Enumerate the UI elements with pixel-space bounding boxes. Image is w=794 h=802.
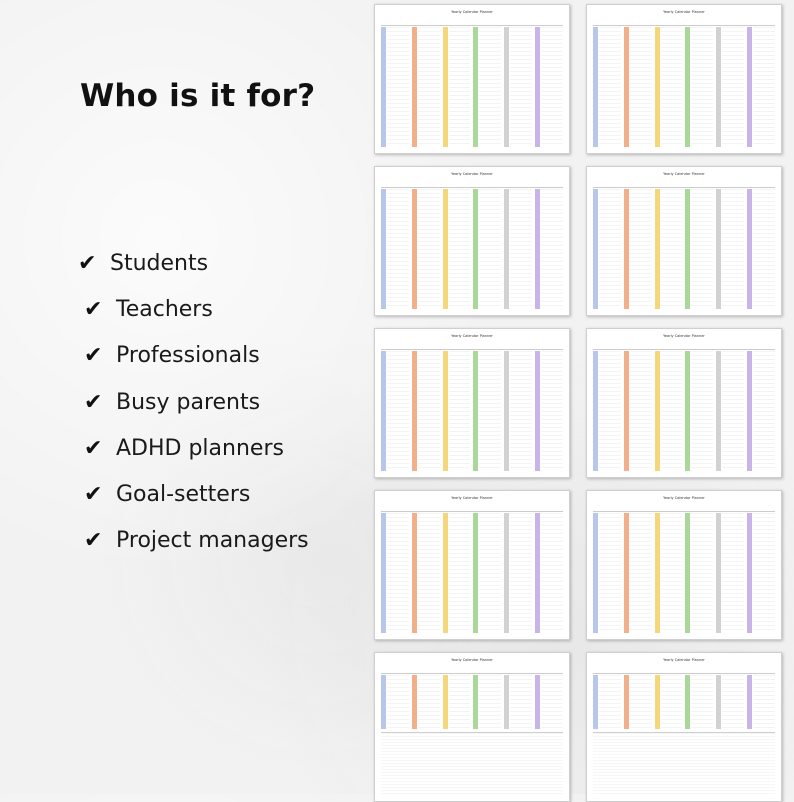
sheet-header-rule [381, 181, 563, 188]
color-band [747, 27, 752, 147]
ruled-lines [541, 675, 563, 729]
sheet-columns [381, 513, 563, 633]
sheet-header-rule [381, 19, 563, 26]
color-band [624, 513, 629, 633]
list-item [78, 379, 309, 425]
ruled-lines [753, 351, 775, 471]
sheet-header-rule [381, 667, 563, 674]
ruled-lines [418, 513, 440, 633]
ruled-lines [387, 189, 409, 309]
ruled-lines [661, 189, 683, 309]
month-column [716, 675, 744, 729]
planner-sheet-thumbnail [374, 490, 570, 640]
ruled-lines [630, 351, 652, 471]
ruled-lines [661, 27, 683, 147]
color-band [504, 351, 509, 471]
checkmark-icon: ✔ [84, 389, 103, 415]
month-column [473, 351, 501, 471]
audience-label: Goal-setters [116, 482, 251, 508]
sheet-title: Yearly Calendar Planner [451, 658, 493, 662]
month-column [443, 189, 471, 309]
ruled-lines [541, 27, 563, 147]
ruled-lines [449, 189, 471, 309]
color-band [504, 513, 509, 633]
color-band [655, 189, 660, 309]
ruled-lines [599, 675, 621, 729]
month-column [593, 675, 621, 729]
sheet-header-rule [381, 505, 563, 512]
month-column [381, 675, 409, 729]
month-column [535, 189, 563, 309]
planner-sheet-thumbnail [586, 652, 782, 802]
color-band [716, 675, 721, 729]
color-band [473, 675, 478, 729]
month-column [655, 27, 683, 147]
ruled-lines [691, 27, 713, 147]
month-column [593, 513, 621, 633]
list-item [78, 240, 309, 286]
month-column [655, 675, 683, 729]
color-band [685, 27, 690, 147]
sheet-columns [381, 189, 563, 309]
color-band [504, 189, 509, 309]
ruled-lines [387, 27, 409, 147]
color-band [655, 675, 660, 729]
sheet-title: Yearly Calendar Planner [451, 334, 493, 338]
color-band [535, 189, 540, 309]
color-band [381, 189, 386, 309]
ruled-lines [418, 675, 440, 729]
month-column [655, 189, 683, 309]
color-band [716, 513, 721, 633]
color-band [412, 351, 417, 471]
ruled-lines [510, 351, 532, 471]
month-column [412, 27, 440, 147]
planner-sheet-thumbnail [586, 4, 782, 154]
color-band [716, 189, 721, 309]
ruled-lines [661, 675, 683, 729]
sheet-columns [381, 675, 563, 729]
ruled-lines [753, 513, 775, 633]
month-column [443, 675, 471, 729]
ruled-lines [661, 513, 683, 633]
audience-label: Students [110, 250, 209, 276]
month-column [504, 513, 532, 633]
month-column [624, 513, 652, 633]
month-column [624, 351, 652, 471]
month-column [685, 675, 713, 729]
month-column [593, 27, 621, 147]
ruled-lines [599, 351, 621, 471]
month-column [624, 675, 652, 729]
color-band [593, 189, 598, 309]
month-column [747, 189, 775, 309]
ruled-lines [418, 189, 440, 309]
month-column [535, 675, 563, 729]
checkmark-icon: ✔ [84, 528, 103, 554]
month-column [412, 189, 440, 309]
ruled-lines [599, 513, 621, 633]
sheet-title: Yearly Calendar Planner [663, 172, 705, 176]
color-band [412, 513, 417, 633]
checkmark-icon: ✔ [84, 435, 103, 461]
ruled-lines [599, 189, 621, 309]
color-band [593, 351, 598, 471]
ruled-lines [722, 513, 744, 633]
ruled-lines [691, 513, 713, 633]
list-item [78, 286, 309, 332]
month-column [716, 513, 744, 633]
month-column [624, 27, 652, 147]
notes-table [381, 732, 563, 795]
ruled-lines [449, 351, 471, 471]
color-band [504, 675, 509, 729]
month-column [535, 351, 563, 471]
ruled-lines [387, 675, 409, 729]
month-column [412, 351, 440, 471]
month-column [504, 675, 532, 729]
color-band [381, 351, 386, 471]
checkmark-icon: ✔ [84, 343, 103, 369]
color-band [443, 27, 448, 147]
month-column [655, 513, 683, 633]
sheet-columns [593, 189, 775, 309]
list-item [78, 471, 309, 517]
ruled-lines [630, 675, 652, 729]
color-band [473, 513, 478, 633]
ruled-lines [630, 513, 652, 633]
ruled-lines [722, 351, 744, 471]
ruled-lines [541, 189, 563, 309]
planner-sheet-thumbnail [374, 652, 570, 802]
color-band [685, 351, 690, 471]
list-item [78, 518, 309, 564]
color-band [504, 27, 509, 147]
ruled-lines [599, 27, 621, 147]
ruled-lines [753, 189, 775, 309]
ruled-lines [630, 189, 652, 309]
color-band [747, 189, 752, 309]
ruled-lines [449, 675, 471, 729]
color-band [412, 675, 417, 729]
color-band [473, 27, 478, 147]
planner-sheet-thumbnail [374, 166, 570, 316]
notes-table [593, 732, 775, 795]
month-column [685, 351, 713, 471]
ruled-lines [387, 351, 409, 471]
ruled-lines [722, 675, 744, 729]
ruled-lines [541, 513, 563, 633]
month-column [716, 351, 744, 471]
month-column [747, 675, 775, 729]
sheet-title: Yearly Calendar Planner [663, 658, 705, 662]
color-band [473, 189, 478, 309]
planner-sheet-thumbnail [586, 166, 782, 316]
audience-label: Busy parents [116, 389, 261, 415]
sheet-columns [593, 351, 775, 471]
sheet-title: Yearly Calendar Planner [451, 172, 493, 176]
color-band [412, 27, 417, 147]
month-column [381, 513, 409, 633]
month-column [716, 189, 744, 309]
planner-preview-grid [374, 4, 782, 802]
audience-label: Teachers [116, 296, 213, 322]
ruled-lines [479, 675, 501, 729]
ruled-lines [541, 351, 563, 471]
ruled-lines [418, 351, 440, 471]
color-band [624, 351, 629, 471]
color-band [747, 351, 752, 471]
ruled-lines [510, 513, 532, 633]
checkmark-icon: ✔ [78, 250, 97, 276]
ruled-lines [418, 27, 440, 147]
sheet-columns [593, 513, 775, 633]
audience-list [78, 240, 309, 564]
ruled-lines [722, 27, 744, 147]
month-column [443, 351, 471, 471]
ruled-lines [479, 513, 501, 633]
month-column [412, 513, 440, 633]
color-band [381, 675, 386, 729]
month-column [381, 351, 409, 471]
month-column [685, 189, 713, 309]
month-column [624, 189, 652, 309]
color-band [685, 513, 690, 633]
list-item [78, 425, 309, 471]
color-band [716, 27, 721, 147]
sheet-title: Yearly Calendar Planner [663, 10, 705, 14]
month-column [716, 27, 744, 147]
month-column [412, 675, 440, 729]
color-band [535, 675, 540, 729]
color-band [473, 351, 478, 471]
sheet-title: Yearly Calendar Planner [663, 334, 705, 338]
color-band [655, 27, 660, 147]
month-column [473, 27, 501, 147]
month-column [473, 513, 501, 633]
ruled-lines [387, 513, 409, 633]
month-column [593, 351, 621, 471]
month-column [381, 27, 409, 147]
color-band [535, 351, 540, 471]
audience-label: Project managers [116, 528, 309, 554]
sheet-columns [593, 27, 775, 147]
month-column [685, 27, 713, 147]
month-column [535, 27, 563, 147]
list-item [78, 333, 309, 379]
ruled-lines [449, 27, 471, 147]
color-band [443, 675, 448, 729]
planner-sheet-thumbnail [374, 328, 570, 478]
ruled-lines [753, 27, 775, 147]
audience-label: Professionals [116, 343, 260, 369]
sheet-header-rule [593, 181, 775, 188]
month-column [655, 351, 683, 471]
color-band [593, 27, 598, 147]
color-band [535, 27, 540, 147]
month-column [593, 189, 621, 309]
sheet-columns [381, 351, 563, 471]
color-band [747, 675, 752, 729]
audience-label: ADHD planners [116, 435, 284, 461]
color-band [443, 189, 448, 309]
color-band [685, 189, 690, 309]
sheet-header-rule [593, 505, 775, 512]
planner-sheet-thumbnail [374, 4, 570, 154]
sheet-header-rule [593, 19, 775, 26]
sheet-header-rule [381, 343, 563, 350]
month-column [443, 27, 471, 147]
color-band [593, 675, 598, 729]
month-column [747, 27, 775, 147]
ruled-lines [722, 189, 744, 309]
month-column [747, 351, 775, 471]
planner-sheet-thumbnail [586, 328, 782, 478]
ruled-lines [661, 351, 683, 471]
color-band [443, 351, 448, 471]
planner-sheet-thumbnail [586, 490, 782, 640]
color-band [381, 513, 386, 633]
ruled-lines [479, 27, 501, 147]
sheet-columns [381, 27, 563, 147]
ruled-lines [510, 189, 532, 309]
month-column [504, 27, 532, 147]
month-column [504, 189, 532, 309]
checkmark-icon: ✔ [84, 296, 103, 322]
checkmark-icon: ✔ [84, 482, 103, 508]
sheet-title: Yearly Calendar Planner [451, 496, 493, 500]
month-column [473, 189, 501, 309]
month-column [685, 513, 713, 633]
ruled-lines [630, 27, 652, 147]
color-band [685, 675, 690, 729]
month-column [504, 351, 532, 471]
color-band [624, 189, 629, 309]
ruled-lines [510, 675, 532, 729]
color-band [535, 513, 540, 633]
color-band [655, 351, 660, 471]
month-column [443, 513, 471, 633]
color-band [412, 189, 417, 309]
color-band [624, 675, 629, 729]
month-column [535, 513, 563, 633]
color-band [381, 27, 386, 147]
sheet-title: Yearly Calendar Planner [451, 10, 493, 14]
sheet-title: Yearly Calendar Planner [663, 496, 705, 500]
color-band [716, 351, 721, 471]
month-column [381, 189, 409, 309]
ruled-lines [479, 351, 501, 471]
sheet-columns [593, 675, 775, 729]
ruled-lines [510, 27, 532, 147]
sheet-header-rule [593, 667, 775, 674]
color-band [624, 27, 629, 147]
month-column [747, 513, 775, 633]
color-band [593, 513, 598, 633]
ruled-lines [691, 675, 713, 729]
color-band [655, 513, 660, 633]
ruled-lines [691, 351, 713, 471]
ruled-lines [691, 189, 713, 309]
page-heading: Who is it for? [80, 78, 316, 114]
month-column [473, 675, 501, 729]
sheet-header-rule [593, 343, 775, 350]
color-band [747, 513, 752, 633]
ruled-lines [753, 675, 775, 729]
ruled-lines [479, 189, 501, 309]
color-band [443, 513, 448, 633]
ruled-lines [449, 513, 471, 633]
